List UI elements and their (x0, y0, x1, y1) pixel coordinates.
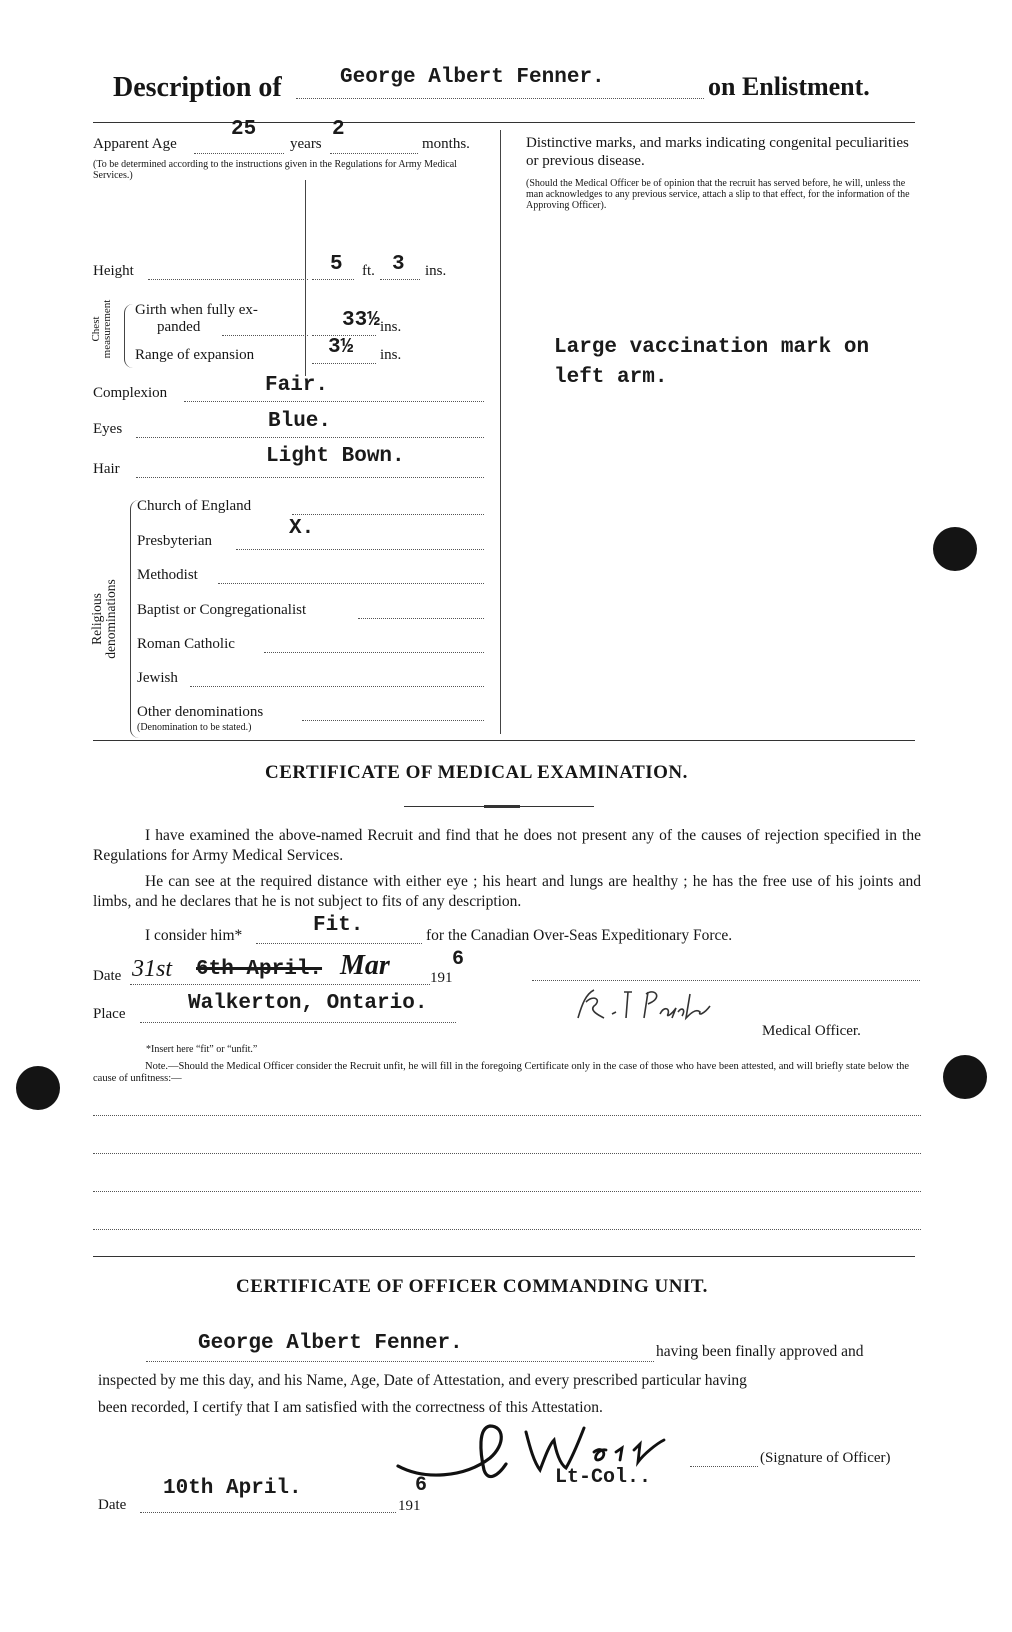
unfit-line (93, 1115, 921, 1116)
column-divider (500, 130, 501, 734)
medical-date-value: 31st (132, 956, 173, 982)
commanding-date-label: Date (98, 1497, 127, 1513)
commanding-signature-text (420, 1440, 423, 1441)
medical-officer-label: Medical Officer. (762, 1023, 861, 1039)
hair-line (136, 477, 484, 478)
girth-label-2: panded (157, 319, 201, 335)
commanding-text-2: inspected by me this day, and his Name, Age, Date of Attestation, and every prescribed particular having (98, 1372, 747, 1389)
range-value: 3½ (328, 336, 354, 359)
religion-item: Baptist or Congregationalist (137, 602, 307, 618)
age-months-line (330, 153, 418, 154)
religion-line (236, 549, 484, 550)
section-rule-2 (93, 1256, 915, 1257)
commanding-text-1: having been finally approved and (656, 1343, 864, 1360)
age-years-value: 25 (231, 118, 257, 141)
chest-measurement-label: Chest measurement (90, 299, 113, 359)
consider-label: I consider him* (145, 927, 243, 944)
recruit-name: George Albert Fenner. (340, 66, 605, 89)
field-divider (305, 180, 306, 376)
commanding-year-digit: 6 (415, 1474, 428, 1497)
religion-item: Presbyterian (137, 533, 212, 549)
commanding-signature-line (690, 1466, 758, 1467)
distinctive-value-line2: left arm. (554, 366, 668, 389)
hair-value: Light Bown. (266, 445, 405, 468)
consider-line (256, 943, 422, 944)
religion-line (190, 686, 484, 687)
hair-label: Hair (93, 461, 120, 477)
place-line (140, 1022, 456, 1023)
punch-hole-bottom-right (943, 1055, 987, 1099)
religion-line (264, 652, 484, 653)
months-label: months. (422, 136, 470, 152)
punch-hole-top-right (933, 527, 977, 571)
religion-mark: X. (289, 517, 315, 540)
range-label: Range of expansion (135, 347, 255, 363)
medical-year-digit: 6 (452, 948, 465, 971)
religion-item: Jewish (137, 670, 178, 686)
medical-date-month: Mar (340, 950, 390, 981)
height-label: Height (93, 263, 134, 279)
height-ins-label: ins. (425, 263, 447, 279)
height-ins-line (380, 279, 420, 280)
distinctive-value-line1: Large vaccination mark on (554, 336, 870, 359)
range-line (312, 363, 376, 364)
unfit-line (93, 1153, 921, 1154)
height-ft-value: 5 (330, 253, 343, 276)
complexion-value: Fair. (265, 374, 329, 397)
commanding-name-value: George Albert Fenner. (198, 1332, 463, 1355)
header-rule (93, 122, 915, 123)
commanding-date-value: 10th April. (163, 1477, 302, 1500)
medical-date-line (130, 984, 430, 985)
girth-label-1: Girth when fully ex- (135, 302, 258, 318)
height-line (148, 279, 308, 280)
apparent-age-label: Apparent Age (93, 136, 177, 152)
place-value: Walkerton, Ontario. (188, 992, 428, 1015)
religion-item: Methodist (137, 567, 198, 583)
medical-date-label: Date (93, 968, 122, 984)
medical-title-rule-thick (484, 805, 520, 808)
religion-item: Roman Catholic (137, 636, 235, 652)
force-label: for the Canadian Over-Seas Expeditionary Force. (426, 927, 733, 944)
commanding-title: CERTIFICATE OF OFFICER COMMANDING UNIT. (236, 1276, 708, 1297)
commanding-rank: Lt-Col.. (555, 1466, 652, 1489)
medical-title: CERTIFICATE OF MEDICAL EXAMINATION. (265, 762, 688, 783)
medical-signature-text (576, 1030, 581, 1031)
complexion-label: Complexion (93, 385, 168, 401)
religion-line (218, 583, 484, 584)
eyes-line (136, 437, 484, 438)
chest-brace (124, 304, 133, 368)
consider-value: Fit. (313, 914, 364, 937)
age-months-value: 2 (332, 118, 345, 141)
religion-item: Church of England (137, 498, 252, 514)
medical-signature-line (532, 980, 920, 981)
section-rule-1 (93, 740, 915, 741)
religion-line (292, 514, 484, 515)
punch-hole-left (16, 1066, 60, 1110)
religion-side-label: Religious denominations (89, 579, 118, 659)
commanding-year-prefix: 191 (398, 1498, 421, 1514)
insert-note: *Insert here “fit” or “unfit.” (146, 1044, 258, 1055)
medical-officer-signature (572, 984, 742, 1028)
religion-item: Other denominations (137, 704, 264, 720)
unfit-line (93, 1191, 921, 1192)
medical-date-struck: 6th April. (196, 958, 323, 981)
girth-line (222, 335, 308, 336)
header-suffix: on Enlistment. (708, 72, 870, 101)
years-label: years (290, 136, 322, 152)
girth-unit: ins. (380, 319, 402, 335)
girth-value: 33½ (342, 309, 380, 332)
commanding-signature-label: (Signature of Officer) (760, 1450, 891, 1466)
eyes-value: Blue. (268, 410, 332, 433)
religion-line (358, 618, 484, 619)
header-name-line (296, 98, 704, 99)
age-years-line (194, 153, 284, 154)
religion-other-note: (Denomination to be stated.) (137, 722, 252, 733)
unfit-note: Note.—Should the Medical Officer consider the Recruit unfit, he will fill in the foregoing Certificate only in the case of those who have been attested, and will briefly state below the cause of unfitness:— (93, 1061, 910, 1084)
height-ins-value: 3 (392, 253, 405, 276)
place-label: Place (93, 1006, 126, 1022)
eyes-label: Eyes (93, 421, 123, 437)
commanding-officer-signature (394, 1418, 714, 1488)
distinctive-heading: Distinctive marks, and marks indicating congenital peculiarities or previous disease. (526, 135, 909, 169)
medical-para-2: He can see at the required distance with either eye ; his heart and lungs are healthy ; he has the free use of his joints and limbs, and he declares that he is not subject to fits of any description. (93, 873, 921, 910)
ft-label: ft. (362, 263, 375, 279)
medical-year-prefix: 191 (430, 970, 453, 986)
medical-para-1: I have examined the above-named Recruit and find that he does not present any of the causes of rejection specified in the Regulations for Army Medical Services. (93, 827, 921, 864)
commanding-text-3: been recorded, I certify that I am satisfied with the correctness of this Attestation. (98, 1399, 603, 1416)
height-ft-line (312, 279, 354, 280)
complexion-line (184, 401, 484, 402)
commanding-date-line (140, 1512, 396, 1513)
range-unit: ins. (380, 347, 402, 363)
header-prefix: Description of (113, 72, 282, 103)
distinctive-note: (Should the Medical Officer be of opinion that the recruit has served before, he will, unless the man acknowledges to any previous service, attach a slip to that effect, for the information of the Approving Officer). (526, 178, 910, 211)
commanding-name-line (146, 1361, 654, 1362)
age-note: (To be determined according to the instructions given in the Regulations for Army Medical Services.) (93, 159, 457, 181)
religion-line (302, 720, 484, 721)
unfit-line (93, 1229, 921, 1230)
